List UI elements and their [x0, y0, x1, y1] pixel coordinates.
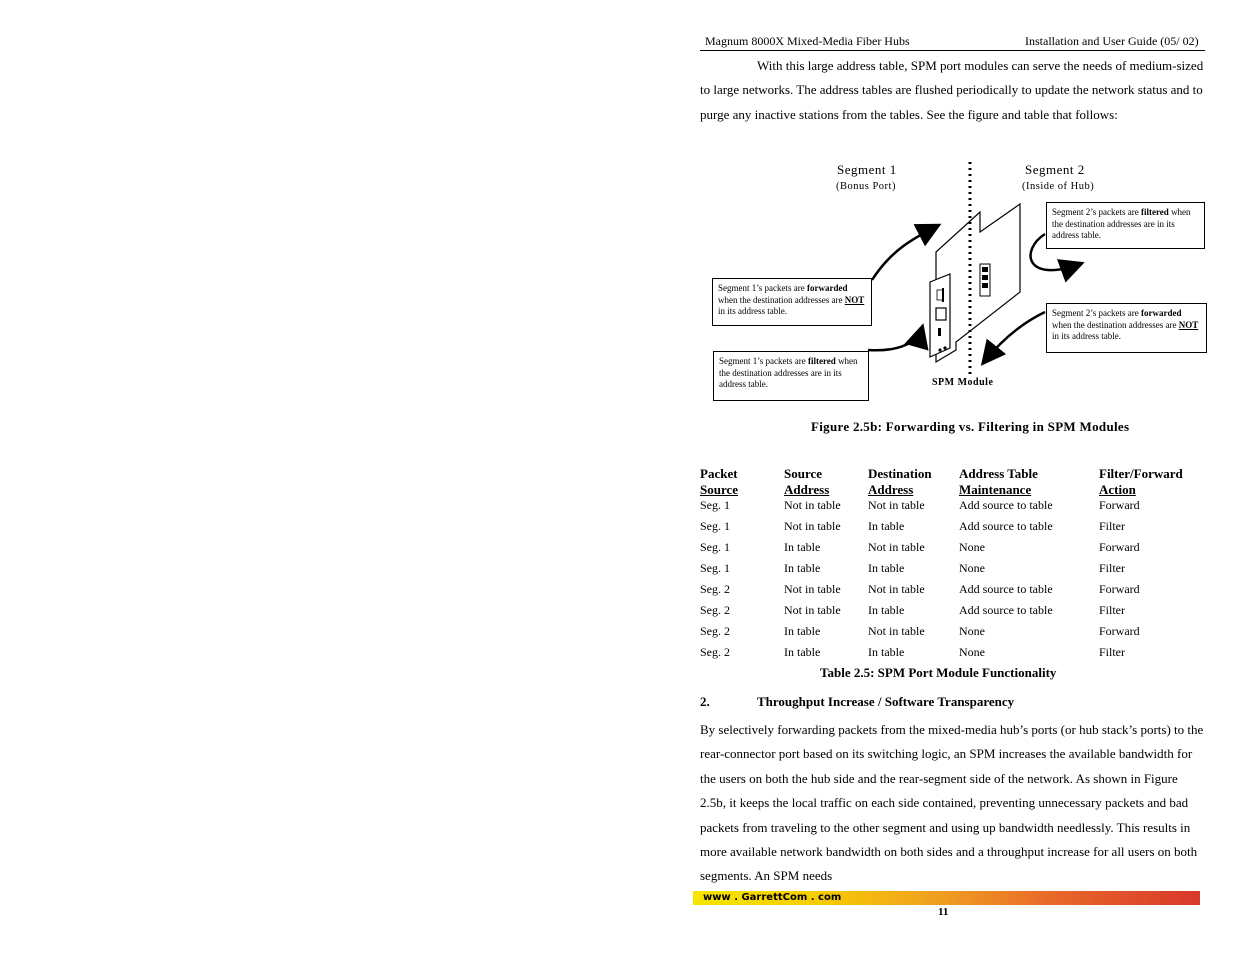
segment1-title: Segment 1 — [837, 162, 897, 177]
table-cell: Not in table — [868, 582, 925, 596]
table-cell: Forward — [1099, 498, 1140, 512]
table-cell: None — [959, 561, 985, 575]
table-cell: Seg. 1 — [700, 519, 730, 533]
table-cell: Seg. 2 — [700, 645, 730, 659]
running-header-left: Magnum 8000X Mixed-Media Fiber Hubs — [705, 34, 910, 48]
arrow-seg1-forward — [872, 226, 937, 280]
table-cell: Filter — [1099, 519, 1125, 533]
table-cell: None — [959, 540, 985, 554]
table-cell: Add source to table — [959, 582, 1053, 596]
table-cell: Filter — [1099, 603, 1125, 617]
callout-seg2-filter: Segment 2’s packets are filtered when the destination addresses are in its address table. — [1046, 202, 1205, 249]
intro-paragraph: With this large address table, SPM port modules can serve the needs of medium-sized to large networks. The address tables are flushed periodically to update the network status and to purge any inactive stations from the tables. See the figure and table that follows: — [700, 58, 1204, 122]
table-cell: Seg. 1 — [700, 540, 730, 554]
running-header-right: Installation and User Guide (05/ 02) — [1025, 34, 1199, 48]
table-cell: Not in table — [784, 603, 841, 617]
table-header-row — [700, 466, 1209, 498]
table-cell: Add source to table — [959, 603, 1053, 617]
table-cell: None — [959, 624, 985, 638]
table-row — [700, 582, 1209, 603]
table-cell: Filter — [1099, 561, 1125, 575]
table-row — [700, 624, 1209, 645]
table-cell: Add source to table — [959, 498, 1053, 512]
table-cell: Forward — [1099, 540, 1140, 554]
table-cell: Not in table — [868, 540, 925, 554]
table-cell: In table — [784, 645, 821, 659]
section-number: 2. — [700, 694, 710, 709]
table-header-cell: Destination Address — [868, 466, 932, 497]
segment2-title: Segment 2 — [1025, 162, 1085, 177]
table-cell: In table — [868, 603, 905, 617]
table-cell: In table — [868, 645, 905, 659]
arrow-seg1-filter — [868, 328, 922, 350]
table-cell: Seg. 2 — [700, 624, 730, 638]
table-row — [700, 603, 1209, 624]
arrow-seg2-forward — [984, 312, 1045, 362]
segment1-subtitle: (Bonus Port) — [836, 181, 896, 192]
table-cell: In table — [868, 561, 905, 575]
table-cell: In table — [784, 624, 821, 638]
segment2-subtitle: (Inside of Hub) — [1022, 181, 1095, 192]
page-number: 11 — [938, 906, 949, 918]
figure-caption: Figure 2.5b: Forwarding vs. Filtering in SPM Modules — [811, 419, 1130, 434]
table-row — [700, 498, 1209, 519]
table-cell: Seg. 2 — [700, 603, 730, 617]
table-cell: Seg. 2 — [700, 582, 730, 596]
table-cell: Not in table — [784, 519, 841, 533]
table-cell: Forward — [1099, 582, 1140, 596]
table-cell: Seg. 1 — [700, 561, 730, 575]
table-cell: Not in table — [784, 498, 841, 512]
table-row — [700, 540, 1209, 561]
body-paragraph: By selectively forwarding packets from the mixed-media hub’s ports (or hub stack’s ports) to the rear-connector port based on its switching logic, an SPM increases the available bandwidth for the users on both the hub side and the rear-segment side of the network. As shown in Figure 2.5b, it keeps the local traffic on each side contained, preventing unnecessary packets and bad packets from traveling to the other segment and using up bandwidth needlessly. This results in more available network bandwidth on both sides and a throughput increase for all users on both segments. An SPM needs — [700, 722, 1204, 884]
callout-seg1-forward: Segment 1’s packets are forwarded when the destination addresses are NOT in its address table. — [712, 278, 872, 326]
spm-module-label: SPM Module — [932, 377, 994, 388]
table-cell: None — [959, 645, 985, 659]
table-cell: In table — [784, 540, 821, 554]
table-cell: In table — [784, 561, 821, 575]
table-cell: Filter — [1099, 645, 1125, 659]
table-cell: Forward — [1099, 624, 1140, 638]
header-rule — [700, 50, 1205, 51]
table-header-cell: Source Address — [784, 466, 830, 497]
table-row — [700, 645, 1209, 666]
table-row — [700, 519, 1209, 540]
callout-seg2-forward: Segment 2’s packets are forwarded when the destination addresses are NOT in its address table. — [1046, 303, 1207, 353]
table-cell: Not in table — [868, 498, 925, 512]
callout-seg1-filter: Segment 1’s packets are filtered when the destination addresses are in its address table. — [713, 351, 869, 401]
table-header-cell: Filter/Forward Action — [1099, 466, 1183, 497]
table-cell: Not in table — [868, 624, 925, 638]
spm-functionality-table — [700, 466, 1209, 666]
table-cell: In table — [868, 519, 905, 533]
table-cell: Not in table — [784, 582, 841, 596]
table-cell: Seg. 1 — [700, 498, 730, 512]
table-row — [700, 561, 1209, 582]
table-caption: Table 2.5: SPM Port Module Functionality — [820, 665, 1057, 680]
spm-faceplate — [930, 274, 950, 357]
table-cell: Add source to table — [959, 519, 1053, 533]
table-header-cell: Packet Source — [700, 466, 739, 497]
section-title: Throughput Increase / Software Transparency — [757, 694, 1015, 709]
table-header-cell: Address Table Maintenance — [959, 466, 1038, 497]
spm-figure — [700, 152, 1220, 412]
footer-website-link[interactable]: www . GarrettCom . com — [703, 892, 842, 903]
